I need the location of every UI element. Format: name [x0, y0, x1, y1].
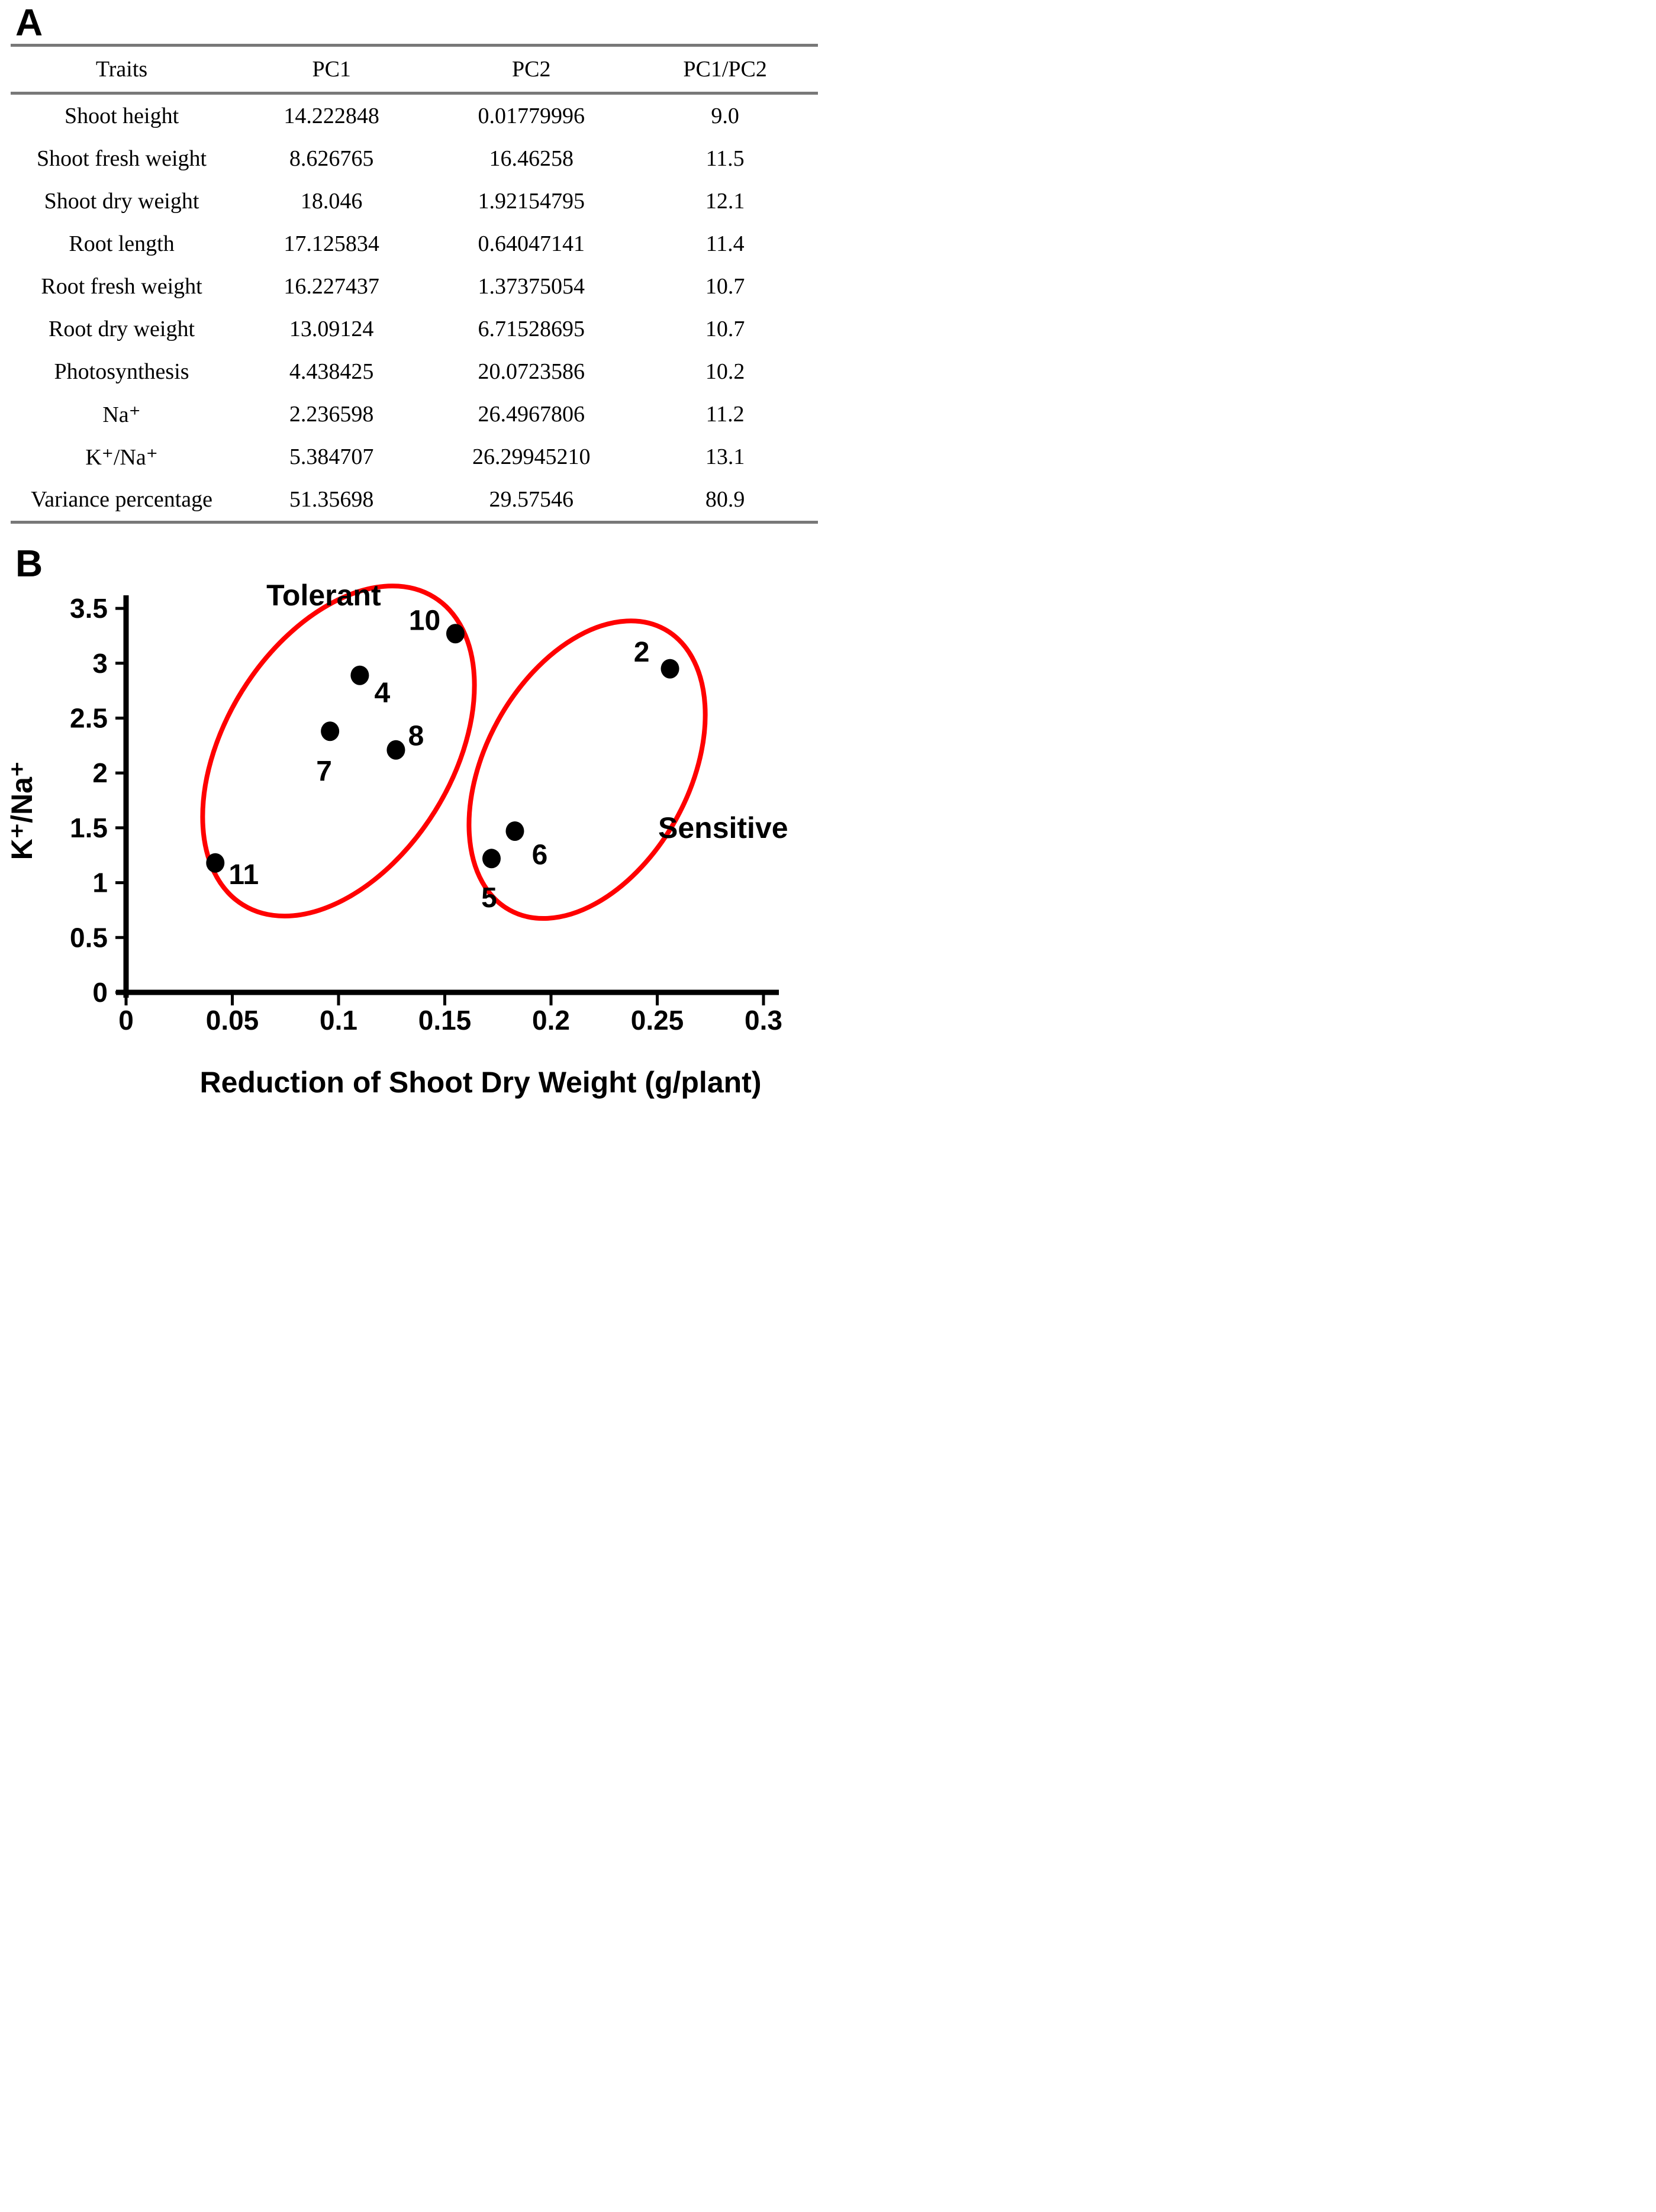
- trait-cell: Variance percentage: [31, 487, 213, 512]
- trait-cell: K⁺/Na⁺: [85, 444, 158, 470]
- panel-b-label: B: [15, 542, 43, 585]
- column-header: PC1: [233, 46, 430, 93]
- y-tick-label: 0.5: [70, 922, 108, 953]
- y-axis-title: K⁺/Na⁺: [5, 761, 38, 860]
- value-cell: 16.46258: [489, 146, 574, 171]
- trait-cell: Shoot dry weight: [44, 189, 199, 214]
- point-label-11: 11: [228, 859, 259, 891]
- value-cell: 10.2: [705, 359, 745, 384]
- trait-cell: Root dry weight: [49, 317, 195, 341]
- trait-cell: Shoot height: [64, 104, 179, 128]
- panel-a-label: A: [15, 1, 43, 44]
- value-cell: 29.57546: [489, 487, 574, 512]
- data-point-5: [482, 849, 501, 868]
- point-label-8: 8: [408, 720, 424, 752]
- y-tick-label: 3: [92, 647, 108, 679]
- group-ellipse-tolerant: [146, 562, 530, 965]
- x-tick-label: 0.1: [320, 1005, 357, 1036]
- data-point-10: [446, 624, 465, 643]
- value-cell: 17.125834: [283, 231, 379, 256]
- point-label-4: 4: [374, 678, 391, 710]
- table-row: [11, 223, 818, 265]
- table-header-row: [11, 46, 818, 93]
- value-cell: 1.92154795: [478, 189, 585, 214]
- value-cell: 10.7: [705, 317, 745, 341]
- value-cell: 13.09124: [289, 317, 374, 341]
- point-label-7: 7: [316, 756, 332, 788]
- pca-table: [11, 44, 818, 524]
- y-tick-label: 1.5: [70, 812, 108, 843]
- value-cell: 51.35698: [289, 487, 374, 512]
- table-row: [11, 180, 818, 223]
- value-cell: 0.01779996: [478, 104, 585, 128]
- table-row: [11, 478, 818, 523]
- value-cell: 5.384707: [289, 444, 374, 469]
- table-row: [11, 93, 818, 138]
- data-point-11: [206, 853, 224, 873]
- value-cell: 6.71528695: [478, 317, 585, 341]
- table-body: [11, 93, 818, 523]
- point-label-5: 5: [481, 882, 497, 914]
- y-tick-label: 2: [92, 757, 108, 789]
- table-row: [11, 436, 818, 478]
- table-row: [11, 265, 818, 308]
- value-cell: 10.7: [705, 274, 745, 299]
- value-cell: 26.29945210: [472, 444, 591, 469]
- data-point-2: [661, 659, 679, 679]
- group-ellipse-sensitive: [420, 580, 753, 959]
- value-cell: 13.1: [705, 444, 745, 469]
- y-tick-label: 3.5: [70, 593, 108, 624]
- y-tick-label: 0: [92, 977, 108, 1008]
- value-cell: 20.0723586: [478, 359, 585, 384]
- group-label-sensitive: Sensitive: [658, 811, 788, 844]
- trait-cell: Shoot fresh weight: [37, 146, 207, 171]
- table-row: [11, 393, 818, 436]
- x-axis-title: Reduction of Shoot Dry Weight (g/plant): [199, 1066, 762, 1099]
- value-cell: 11.2: [705, 402, 745, 427]
- column-header: PC2: [430, 46, 632, 93]
- value-cell: 0.64047141: [478, 231, 585, 256]
- table-row: [11, 137, 818, 180]
- table-row: [11, 308, 818, 350]
- data-point-4: [350, 666, 369, 685]
- value-cell: 12.1: [705, 189, 745, 214]
- value-cell: 18.046: [300, 189, 363, 214]
- value-cell: 11.5: [705, 146, 745, 171]
- x-tick-label: 0.15: [418, 1005, 472, 1036]
- value-cell: 9.0: [711, 104, 739, 128]
- value-cell: 11.4: [705, 231, 745, 256]
- value-cell: 8.626765: [289, 146, 374, 171]
- figure: [0, 0, 828, 1106]
- column-header: PC1/PC2: [632, 46, 818, 93]
- column-header: Traits: [11, 46, 233, 93]
- trait-cell: Na⁺: [102, 402, 141, 427]
- data-point-6: [505, 821, 524, 841]
- trait-cell: Root length: [69, 231, 175, 256]
- table-row: [11, 350, 818, 393]
- x-tick-label: 0.25: [630, 1005, 684, 1036]
- value-cell: 26.4967806: [478, 402, 585, 427]
- value-cell: 80.9: [705, 487, 745, 512]
- data-point-7: [321, 721, 339, 741]
- value-cell: 2.236598: [289, 402, 374, 427]
- point-label-10: 10: [408, 605, 441, 637]
- point-label-2: 2: [633, 637, 650, 669]
- x-tick-label: 0.05: [205, 1005, 259, 1036]
- value-cell: 14.222848: [283, 104, 379, 128]
- value-cell: 16.227437: [283, 274, 379, 299]
- group-label-tolerant: Tolerant: [266, 578, 381, 612]
- x-tick-label: 0: [118, 1005, 134, 1036]
- point-label-6: 6: [531, 839, 548, 871]
- x-tick-label: 0.3: [745, 1005, 782, 1036]
- scatter-chart: [0, 562, 828, 1106]
- x-tick-label: 0.2: [532, 1005, 570, 1036]
- table-header: [11, 46, 818, 93]
- value-cell: 1.37375054: [478, 274, 585, 299]
- y-tick-label: 1: [92, 867, 108, 898]
- data-point-8: [386, 740, 405, 760]
- y-tick-label: 2.5: [70, 702, 108, 734]
- trait-cell: Root fresh weight: [41, 274, 202, 299]
- trait-cell: Photosynthesis: [54, 359, 189, 384]
- value-cell: 4.438425: [289, 359, 374, 384]
